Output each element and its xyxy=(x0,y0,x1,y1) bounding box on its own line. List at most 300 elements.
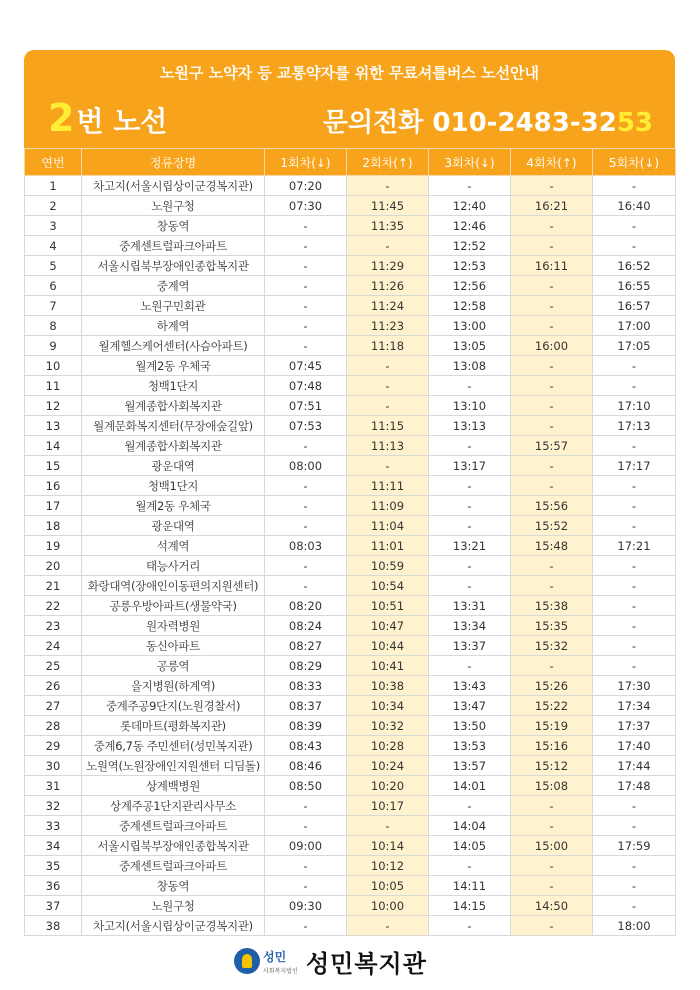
cell-trip5: - xyxy=(593,496,676,516)
cell-trip4: 15:57 xyxy=(511,436,593,456)
cell-seq: 3 xyxy=(25,216,82,236)
cell-stop-name: 공릉우방아파트(생물약국) xyxy=(82,596,265,616)
cell-trip4: 15:38 xyxy=(511,596,593,616)
cell-stop-name: 하계역 xyxy=(82,316,265,336)
cell-trip2: - xyxy=(347,236,429,256)
table-row xyxy=(25,596,676,616)
org-name-logo: 성민복지관 xyxy=(306,950,427,978)
cell-trip4: 15:52 xyxy=(511,516,593,536)
cell-trip2: 10:38 xyxy=(347,676,429,696)
cell-trip5: 17:21 xyxy=(593,536,676,556)
cell-trip4: - xyxy=(511,816,593,836)
cell-trip2: - xyxy=(347,176,429,196)
cell-trip1: - xyxy=(265,336,347,356)
table-row xyxy=(25,236,676,256)
cell-seq: 5 xyxy=(25,256,82,276)
table-row xyxy=(25,476,676,496)
col-header-trip3: 3회차(↓) xyxy=(429,149,511,176)
col-header-trip5: 5회차(↓) xyxy=(593,149,676,176)
cell-trip5: - xyxy=(593,656,676,676)
footer xyxy=(0,940,700,982)
cell-trip1: - xyxy=(265,316,347,336)
table-row xyxy=(25,356,676,376)
cell-trip2: 11:09 xyxy=(347,496,429,516)
cell-stop-name: 서울시립북부장애인종합복지관 xyxy=(82,256,265,276)
table-body xyxy=(25,176,676,936)
cell-trip4: - xyxy=(511,376,593,396)
cell-trip4: 16:11 xyxy=(511,256,593,276)
cell-trip2: - xyxy=(347,356,429,376)
cell-trip4: 15:12 xyxy=(511,756,593,776)
cell-trip5: - xyxy=(593,556,676,576)
cell-trip5: - xyxy=(593,856,676,876)
schedule-table xyxy=(24,148,676,936)
cell-stop-name: 월계헬스케어센터(사슴아파트) xyxy=(82,336,265,356)
cell-trip1: 08:50 xyxy=(265,776,347,796)
cell-trip5: 17:59 xyxy=(593,836,676,856)
cell-trip2: - xyxy=(347,396,429,416)
cell-trip5: 16:55 xyxy=(593,276,676,296)
cell-seq: 16 xyxy=(25,476,82,496)
cell-trip3: - xyxy=(429,476,511,496)
cell-trip2: 10:05 xyxy=(347,876,429,896)
cell-trip5: 17:40 xyxy=(593,736,676,756)
route-suffix: 번 노선 xyxy=(76,105,168,138)
cell-trip3: 14:04 xyxy=(429,816,511,836)
cell-stop-name: 태능사거리 xyxy=(82,556,265,576)
cell-trip5: 17:00 xyxy=(593,316,676,336)
cell-trip3: - xyxy=(429,556,511,576)
cell-trip3: - xyxy=(429,516,511,536)
cell-trip4: - xyxy=(511,236,593,256)
cell-trip5: - xyxy=(593,356,676,376)
cell-trip5: - xyxy=(593,376,676,396)
cell-trip1: - xyxy=(265,236,347,256)
cell-trip4: - xyxy=(511,796,593,816)
cell-trip2: 11:11 xyxy=(347,476,429,496)
table-row xyxy=(25,336,676,356)
cell-trip3: 12:53 xyxy=(429,256,511,276)
cell-trip2: 11:29 xyxy=(347,256,429,276)
cell-trip1: - xyxy=(265,856,347,876)
cell-trip3: 13:31 xyxy=(429,596,511,616)
table-row xyxy=(25,816,676,836)
cell-stop-name: 롯데마트(평화복지관) xyxy=(82,716,265,736)
cell-trip2: 11:45 xyxy=(347,196,429,216)
cell-stop-name: 차고지(서울시립상이군경복지관) xyxy=(82,916,265,936)
cell-stop-name: 석계역 xyxy=(82,536,265,556)
cell-trip2: 10:17 xyxy=(347,796,429,816)
cell-stop-name: 중계센트럴파크아파트 xyxy=(82,856,265,876)
cell-trip5: 16:40 xyxy=(593,196,676,216)
cell-trip4: - xyxy=(511,416,593,436)
cell-trip1: - xyxy=(265,276,347,296)
cell-trip4: - xyxy=(511,576,593,596)
cell-trip1: - xyxy=(265,796,347,816)
cell-trip1: 07:51 xyxy=(265,396,347,416)
cell-trip2: 10:44 xyxy=(347,636,429,656)
cell-trip4: - xyxy=(511,296,593,316)
route-sheet xyxy=(24,50,675,936)
cell-stop-name: 광운대역 xyxy=(82,516,265,536)
cell-seq: 35 xyxy=(25,856,82,876)
cell-trip5: - xyxy=(593,436,676,456)
cell-trip1: 08:37 xyxy=(265,696,347,716)
route-label xyxy=(48,96,167,140)
col-header-seq: 연번 xyxy=(25,149,82,176)
cell-trip2: 10:00 xyxy=(347,896,429,916)
table-row xyxy=(25,536,676,556)
cell-trip1: 08:27 xyxy=(265,636,347,656)
table-row xyxy=(25,216,676,236)
cell-seq: 27 xyxy=(25,696,82,716)
cell-stop-name: 중계6,7동 주민센터(성민복지관) xyxy=(82,736,265,756)
table-row xyxy=(25,496,676,516)
cell-trip1: 08:39 xyxy=(265,716,347,736)
cell-trip1: - xyxy=(265,816,347,836)
cell-trip3: 12:56 xyxy=(429,276,511,296)
cell-trip4: - xyxy=(511,876,593,896)
cell-seq: 12 xyxy=(25,396,82,416)
cell-trip5: - xyxy=(593,216,676,236)
cell-trip3: 13:50 xyxy=(429,716,511,736)
cell-trip4: - xyxy=(511,176,593,196)
cell-stop-name: 청백1단지 xyxy=(82,476,265,496)
col-header-trip4: 4회차(↑) xyxy=(511,149,593,176)
cell-seq: 1 xyxy=(25,176,82,196)
cell-trip3: 13:57 xyxy=(429,756,511,776)
cell-trip5: 17:48 xyxy=(593,776,676,796)
cell-trip5: 17:17 xyxy=(593,456,676,476)
table-row xyxy=(25,876,676,896)
cell-trip2: 10:20 xyxy=(347,776,429,796)
seongmin-foundation-logo xyxy=(234,944,298,978)
col-header-stop: 정류장명 xyxy=(82,149,265,176)
cell-seq: 29 xyxy=(25,736,82,756)
cell-trip3: - xyxy=(429,176,511,196)
cell-trip1: 08:20 xyxy=(265,596,347,616)
cell-trip1: - xyxy=(265,296,347,316)
table-row xyxy=(25,416,676,436)
table-row xyxy=(25,776,676,796)
cell-trip2: 10:28 xyxy=(347,736,429,756)
cell-seq: 34 xyxy=(25,836,82,856)
table-row xyxy=(25,696,676,716)
cell-trip5: - xyxy=(593,236,676,256)
cell-stop-name: 중계센트럴파크아파트 xyxy=(82,236,265,256)
cell-seq: 23 xyxy=(25,616,82,636)
cell-stop-name: 중계센트럴파크아파트 xyxy=(82,816,265,836)
cell-seq: 38 xyxy=(25,916,82,936)
table-row xyxy=(25,576,676,596)
cell-trip2: 10:47 xyxy=(347,616,429,636)
logo-small-title: 성민 xyxy=(263,950,287,964)
cell-trip3: 13:34 xyxy=(429,616,511,636)
route-number: 2 xyxy=(48,96,75,140)
cell-stop-name: 노원구청 xyxy=(82,896,265,916)
cell-seq: 15 xyxy=(25,456,82,476)
cell-trip3: - xyxy=(429,796,511,816)
cell-stop-name: 상계주공1단지관리사무소 xyxy=(82,796,265,816)
cell-trip4: - xyxy=(511,276,593,296)
cell-stop-name: 월계문화복지센터(무장애숲길앞) xyxy=(82,416,265,436)
cell-trip4: 15:08 xyxy=(511,776,593,796)
phone-number-highlight: 53 xyxy=(616,108,653,138)
cell-trip4: 15:48 xyxy=(511,536,593,556)
cell-trip4: 15:32 xyxy=(511,636,593,656)
table-row xyxy=(25,756,676,776)
cell-trip5: 18:00 xyxy=(593,916,676,936)
cell-trip3: 12:58 xyxy=(429,296,511,316)
cell-stop-name: 화랑대역(장애인이동편의지원센터) xyxy=(82,576,265,596)
table-row xyxy=(25,736,676,756)
cell-trip1: - xyxy=(265,476,347,496)
cell-seq: 36 xyxy=(25,876,82,896)
cell-trip3: - xyxy=(429,496,511,516)
table-row xyxy=(25,916,676,936)
cell-trip2: - xyxy=(347,456,429,476)
table-row xyxy=(25,636,676,656)
cell-trip3: 12:40 xyxy=(429,196,511,216)
cell-trip3: 14:11 xyxy=(429,876,511,896)
cell-trip1: - xyxy=(265,916,347,936)
cell-trip3: - xyxy=(429,656,511,676)
table-row xyxy=(25,376,676,396)
cell-stop-name: 노원역(노원장애인지원센터 디딤돌) xyxy=(82,756,265,776)
cell-trip4: 15:22 xyxy=(511,696,593,716)
cell-trip4: - xyxy=(511,356,593,376)
cell-trip5: - xyxy=(593,476,676,496)
cell-trip3: 13:37 xyxy=(429,636,511,656)
cell-stop-name: 서울시립북부장애인종합복지관 xyxy=(82,836,265,856)
cell-trip5: 17:10 xyxy=(593,396,676,416)
cell-seq: 8 xyxy=(25,316,82,336)
cell-stop-name: 노원구민회관 xyxy=(82,296,265,316)
cell-trip3: 13:08 xyxy=(429,356,511,376)
cell-trip1: 08:33 xyxy=(265,676,347,696)
cell-trip5: - xyxy=(593,516,676,536)
table-row xyxy=(25,656,676,676)
cell-trip5: - xyxy=(593,596,676,616)
cell-stop-name: 월계종합사회복지관 xyxy=(82,396,265,416)
cell-stop-name: 을지병원(하계역) xyxy=(82,676,265,696)
cell-seq: 14 xyxy=(25,436,82,456)
cell-trip3: 13:47 xyxy=(429,696,511,716)
cell-trip5: 16:52 xyxy=(593,256,676,276)
cell-trip5: 16:57 xyxy=(593,296,676,316)
cell-trip4: 15:19 xyxy=(511,716,593,736)
cell-stop-name: 창동역 xyxy=(82,876,265,896)
cell-trip3: 14:01 xyxy=(429,776,511,796)
cell-trip2: 11:15 xyxy=(347,416,429,436)
cell-seq: 25 xyxy=(25,656,82,676)
cell-trip4: 16:21 xyxy=(511,196,593,216)
cell-trip4: - xyxy=(511,316,593,336)
cell-trip3: 14:15 xyxy=(429,896,511,916)
table-row xyxy=(25,676,676,696)
cell-trip4: 15:26 xyxy=(511,676,593,696)
col-header-trip1: 1회차(↓) xyxy=(265,149,347,176)
cell-trip4: - xyxy=(511,216,593,236)
cell-trip2: 10:51 xyxy=(347,596,429,616)
table-row xyxy=(25,316,676,336)
cell-trip4: 16:00 xyxy=(511,336,593,356)
table-row xyxy=(25,616,676,636)
cell-trip1: - xyxy=(265,436,347,456)
cell-seq: 28 xyxy=(25,716,82,736)
table-row xyxy=(25,896,676,916)
phone-info xyxy=(323,102,653,139)
cell-stop-name: 광운대역 xyxy=(82,456,265,476)
cell-stop-name: 동신아파트 xyxy=(82,636,265,656)
cell-trip1: 08:46 xyxy=(265,756,347,776)
cell-trip3: 13:53 xyxy=(429,736,511,756)
cell-trip3: - xyxy=(429,436,511,456)
cell-trip3: 13:21 xyxy=(429,536,511,556)
cell-trip3: - xyxy=(429,576,511,596)
cell-trip1: - xyxy=(265,516,347,536)
cell-trip3: 13:05 xyxy=(429,336,511,356)
cell-trip5: 17:30 xyxy=(593,676,676,696)
cell-stop-name: 중계주공9단지(노원경찰서) xyxy=(82,696,265,716)
cell-trip3: 12:46 xyxy=(429,216,511,236)
table-row xyxy=(25,256,676,276)
cell-trip1: 07:48 xyxy=(265,376,347,396)
cell-trip2: 11:26 xyxy=(347,276,429,296)
cell-trip1: 08:24 xyxy=(265,616,347,636)
cell-trip1: 07:20 xyxy=(265,176,347,196)
cell-seq: 24 xyxy=(25,636,82,656)
cell-trip1: - xyxy=(265,576,347,596)
cell-trip2: 11:23 xyxy=(347,316,429,336)
cell-seq: 30 xyxy=(25,756,82,776)
cell-trip1: 07:45 xyxy=(265,356,347,376)
cell-trip4: - xyxy=(511,456,593,476)
cell-stop-name: 중계역 xyxy=(82,276,265,296)
table-row xyxy=(25,396,676,416)
table-row xyxy=(25,796,676,816)
cell-trip1: - xyxy=(265,496,347,516)
cell-trip4: - xyxy=(511,916,593,936)
cell-trip5: 17:44 xyxy=(593,756,676,776)
cell-trip4: - xyxy=(511,556,593,576)
cell-trip3: 12:52 xyxy=(429,236,511,256)
phone-label: 문의전화 xyxy=(322,108,424,138)
cell-trip1: - xyxy=(265,256,347,276)
cell-trip5: - xyxy=(593,896,676,916)
cell-trip3: - xyxy=(429,916,511,936)
cell-seq: 7 xyxy=(25,296,82,316)
header-banner xyxy=(24,50,675,148)
cell-stop-name: 상계백병원 xyxy=(82,776,265,796)
cell-stop-name: 원자력병원 xyxy=(82,616,265,636)
cell-trip5: - xyxy=(593,576,676,596)
cell-trip1: - xyxy=(265,556,347,576)
table-row xyxy=(25,276,676,296)
cell-trip2: 11:18 xyxy=(347,336,429,356)
cell-trip2: 10:59 xyxy=(347,556,429,576)
table-row xyxy=(25,296,676,316)
cell-seq: 32 xyxy=(25,796,82,816)
table-header-row xyxy=(25,149,676,176)
table-row xyxy=(25,196,676,216)
cell-seq: 31 xyxy=(25,776,82,796)
cell-trip3: 13:10 xyxy=(429,396,511,416)
cell-trip5: 17:13 xyxy=(593,416,676,436)
cell-trip4: - xyxy=(511,476,593,496)
cell-trip3: - xyxy=(429,856,511,876)
cell-trip1: - xyxy=(265,216,347,236)
logo-small-subtitle: 사회복지법인 xyxy=(263,968,298,975)
cell-trip5: - xyxy=(593,876,676,896)
cell-trip5: - xyxy=(593,816,676,836)
cell-trip1: 07:53 xyxy=(265,416,347,436)
cell-trip3: 13:17 xyxy=(429,456,511,476)
cell-trip2: 11:35 xyxy=(347,216,429,236)
cell-seq: 4 xyxy=(25,236,82,256)
cell-trip5: - xyxy=(593,616,676,636)
cell-trip2: 10:54 xyxy=(347,576,429,596)
cell-trip5: - xyxy=(593,636,676,656)
cell-trip1: 07:30 xyxy=(265,196,347,216)
cell-trip1: 08:29 xyxy=(265,656,347,676)
cell-trip5: - xyxy=(593,176,676,196)
cell-trip1: 09:00 xyxy=(265,836,347,856)
cell-trip2: 11:24 xyxy=(347,296,429,316)
cell-trip2: 10:12 xyxy=(347,856,429,876)
phone-number-main: 010-2483-32 xyxy=(432,108,617,138)
cell-trip1: 09:30 xyxy=(265,896,347,916)
cell-trip1: 08:00 xyxy=(265,456,347,476)
cell-seq: 33 xyxy=(25,816,82,836)
cell-trip2: 11:04 xyxy=(347,516,429,536)
cell-trip1: 08:03 xyxy=(265,536,347,556)
cell-trip4: 14:50 xyxy=(511,896,593,916)
cell-stop-name: 청백1단지 xyxy=(82,376,265,396)
cell-trip2: 10:14 xyxy=(347,836,429,856)
cell-trip4: - xyxy=(511,656,593,676)
table-row xyxy=(25,856,676,876)
cell-trip2: 11:13 xyxy=(347,436,429,456)
seongmin-emblem-icon xyxy=(234,948,260,974)
cell-trip2: 10:24 xyxy=(347,756,429,776)
cell-seq: 19 xyxy=(25,536,82,556)
table-row xyxy=(25,716,676,736)
cell-trip2: 11:01 xyxy=(347,536,429,556)
cell-seq: 18 xyxy=(25,516,82,536)
cell-trip2: 10:41 xyxy=(347,656,429,676)
table-row xyxy=(25,176,676,196)
cell-seq: 10 xyxy=(25,356,82,376)
cell-trip4: - xyxy=(511,396,593,416)
cell-seq: 17 xyxy=(25,496,82,516)
cell-seq: 21 xyxy=(25,576,82,596)
cell-trip5: - xyxy=(593,796,676,816)
table-row xyxy=(25,456,676,476)
cell-trip5: 17:34 xyxy=(593,696,676,716)
cell-trip2: 10:32 xyxy=(347,716,429,736)
cell-stop-name: 노원구청 xyxy=(82,196,265,216)
cell-trip2: - xyxy=(347,916,429,936)
cell-trip3: 13:00 xyxy=(429,316,511,336)
cell-trip2: - xyxy=(347,376,429,396)
cell-seq: 22 xyxy=(25,596,82,616)
cell-seq: 9 xyxy=(25,336,82,356)
cell-trip3: 13:43 xyxy=(429,676,511,696)
table-row xyxy=(25,516,676,536)
cell-seq: 6 xyxy=(25,276,82,296)
cell-stop-name: 월계종합사회복지관 xyxy=(82,436,265,456)
